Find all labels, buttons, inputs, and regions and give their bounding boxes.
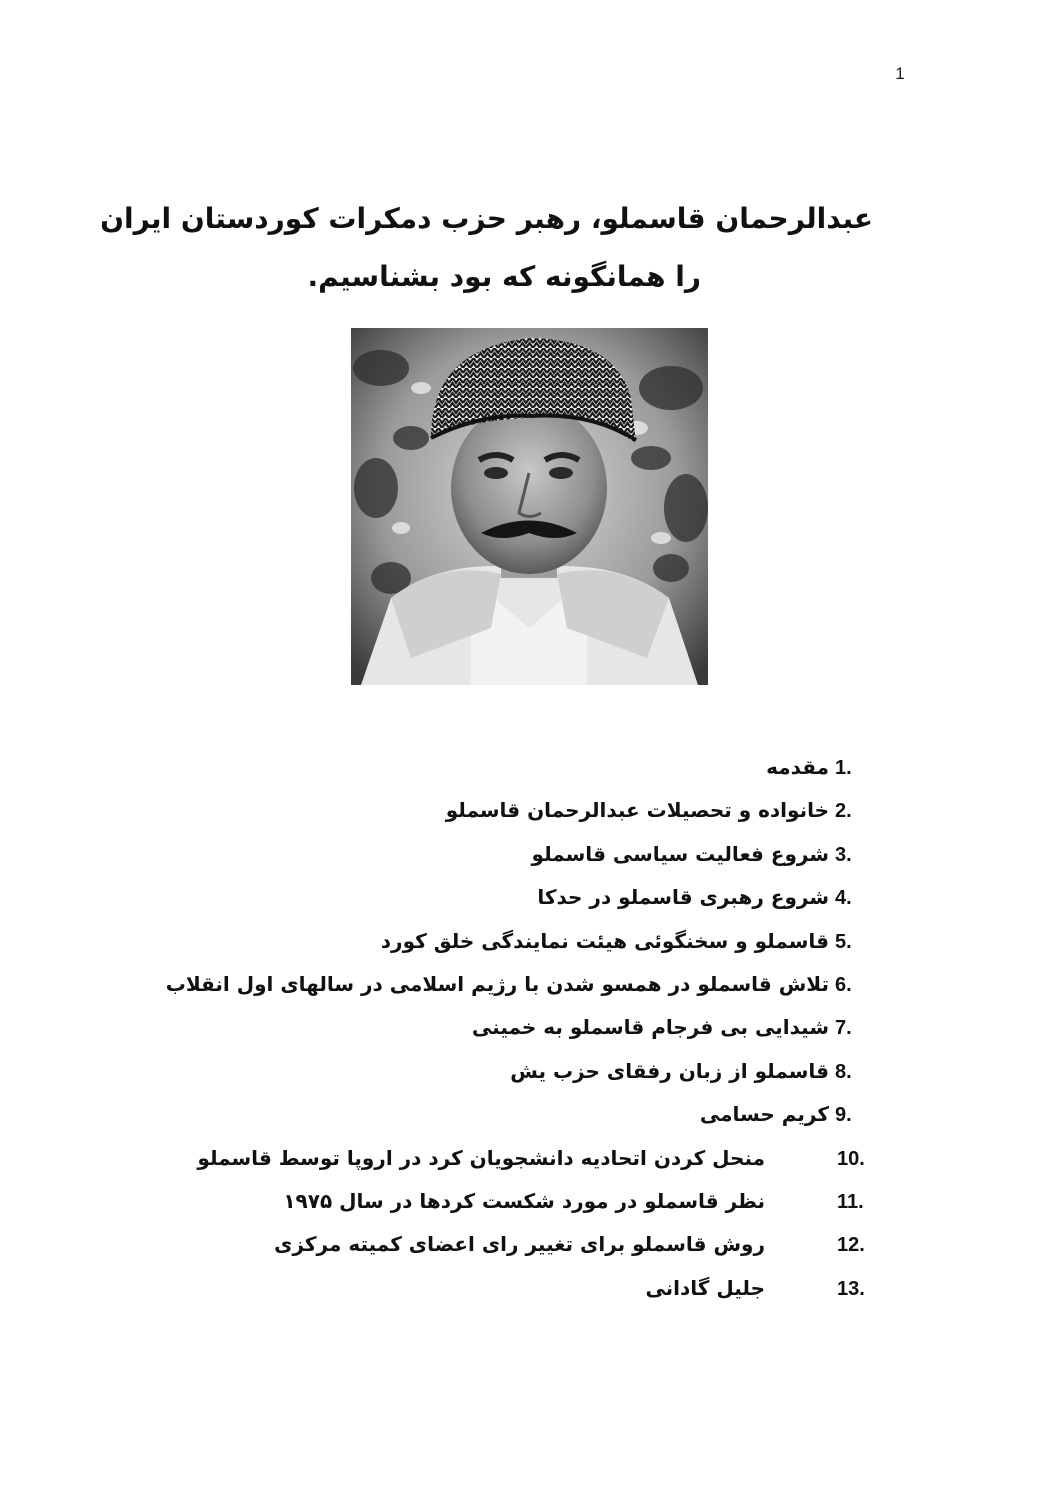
table-of-contents (115, 755, 875, 1319)
toc-number: 3. (835, 843, 852, 866)
toc-text: منحل کردن اتحادیه دانشجویان کرد در اروپا توسط قاسملو (197, 1145, 765, 1170)
toc-item (115, 1146, 875, 1189)
toc-item (115, 798, 875, 841)
toc-text: نظر قاسملو در مورد شکست کردها در سال ۱۹۷۵ (283, 1188, 765, 1213)
toc-item (115, 885, 875, 928)
toc-number: 6. (835, 973, 852, 996)
toc-text: جلیل گادانی (645, 1275, 765, 1300)
title-line-2: را همانگونه که بود بشناسیم. (307, 260, 701, 293)
toc-text: تلاش قاسملو در همسو شدن با رژیم اسلامی در سالهای اول انقلاب (165, 971, 829, 996)
toc-number: 4. (835, 887, 852, 910)
toc-text: خانواده و تحصیلات عبدالرحمان قاسملو (445, 798, 829, 823)
title-line-1: عبدالرحمان قاسملو، رهبر حزب دمکرات کوردستان ایران (100, 202, 873, 235)
toc-item (115, 972, 875, 1015)
toc-number: 11. (837, 1190, 864, 1213)
toc-number: 7. (835, 1017, 852, 1040)
toc-text: قاسملو از زبان رفقای حزب یش (510, 1058, 829, 1083)
toc-text: کریم حسامی (699, 1102, 829, 1127)
toc-text: شیدایی بی فرجام قاسملو به خمینی (471, 1015, 829, 1040)
toc-text: شروع فعالیت سیاسی قاسملو (531, 841, 829, 866)
toc-item (115, 1276, 875, 1319)
toc-item (115, 1232, 875, 1275)
toc-item (115, 1102, 875, 1145)
toc-number: 5. (835, 930, 852, 953)
toc-item (115, 1015, 875, 1058)
toc-number: 9. (835, 1104, 852, 1127)
toc-item (115, 842, 875, 885)
toc-number: 10. (837, 1147, 865, 1170)
toc-text: قاسملو و سخنگوئی هیئت نمایندگی خلق کورد (380, 928, 829, 953)
toc-item (115, 755, 875, 798)
toc-text: روش قاسملو برای تغییر رای اعضای کمیته مرکزی (274, 1232, 765, 1257)
toc-number: 8. (835, 1060, 852, 1083)
toc-item (115, 1189, 875, 1232)
toc-number: 1. (835, 757, 852, 779)
toc-number: 13. (837, 1277, 865, 1300)
toc-item (115, 1059, 875, 1102)
toc-number: 2. (835, 800, 852, 823)
toc-text: شروع رهبری قاسملو در حدکا (537, 885, 829, 910)
portrait-photo (351, 328, 708, 685)
page-number: 1 (895, 64, 905, 83)
toc-item (115, 929, 875, 972)
document-title (100, 190, 873, 306)
toc-text: مقدمه (766, 755, 829, 779)
toc-number: 12. (837, 1234, 865, 1257)
